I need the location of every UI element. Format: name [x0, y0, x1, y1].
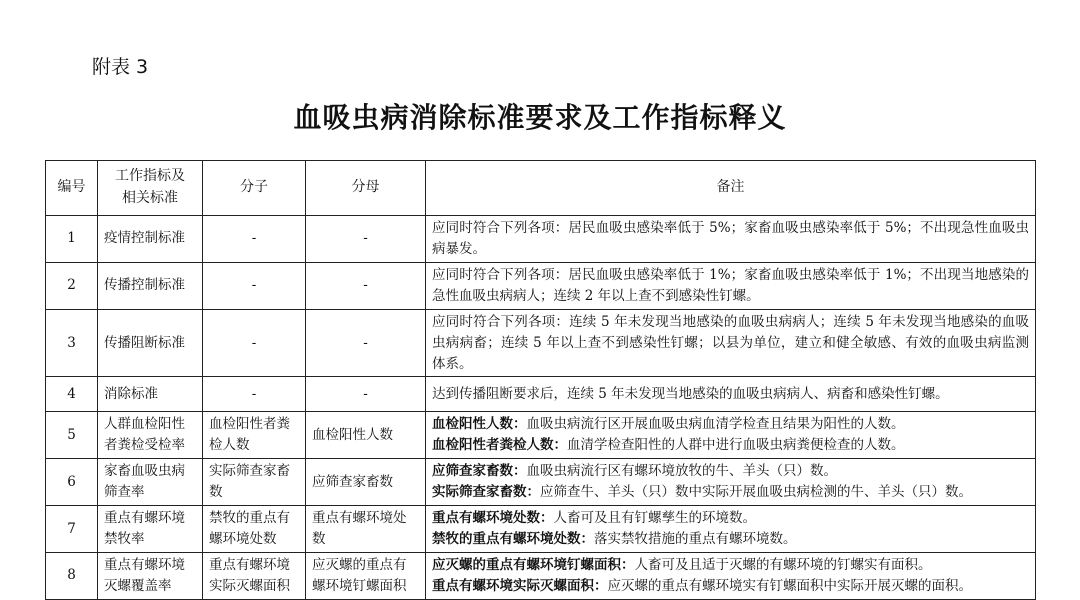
definition-line [432, 414, 1029, 435]
header-denominator: 分母 [306, 161, 426, 216]
row-numerator: 实际筛查家畜数 [203, 459, 306, 506]
header-indicator-line1: 工作指标及 [115, 168, 185, 185]
definition-text: 应灭螺的重点有螺环境实有钉螺面积中实际开展灭螺的面积。 [607, 577, 972, 594]
row-id: 2 [46, 262, 98, 309]
row-note: 应同时符合下列各项：连续 5 年未发现当地感染的血吸虫病病人；连续 5 年未发现当地感染的血吸虫病病畜；连续 5 年以上查不到感染性钉螺；以县为单位，建立和健全敏感、有效的血吸虫病监测体系。 [426, 309, 1036, 377]
header-note: 备注 [426, 161, 1036, 216]
row-id: 7 [46, 506, 98, 553]
definition-term: 应筛查家畜数： [432, 463, 527, 480]
row-indicator: 家畜血吸虫病筛查率 [98, 459, 203, 506]
row-numerator: - [203, 262, 306, 309]
row-note: 达到传播阻断要求后，连续 5 年未发现当地感染的血吸虫病病人、病畜和感染性钉螺。 [426, 377, 1036, 412]
indicator-table [45, 160, 1036, 600]
row-note [426, 552, 1036, 599]
definition-text: 血清学检查阳性的人群中进行血吸虫病粪便检查的人数。 [567, 437, 905, 454]
definition-term: 血检阳性者粪检人数： [432, 437, 567, 454]
definition-term: 禁牧的重点有螺环境处数： [432, 531, 594, 548]
row-denominator: 应灭螺的重点有螺环境钉螺面积 [306, 552, 426, 599]
table-row [46, 506, 1036, 553]
row-indicator: 疫情控制标准 [98, 216, 203, 263]
table-row [46, 377, 1036, 412]
row-numerator: 血检阳性者粪检人数 [203, 412, 306, 459]
row-note [426, 459, 1036, 506]
definition-line [432, 482, 1029, 503]
definition-term: 重点有螺环境实际灭螺面积： [432, 577, 608, 594]
row-indicator: 重点有螺环境灭螺覆盖率 [98, 552, 203, 599]
row-denominator: 应筛查家畜数 [306, 459, 426, 506]
row-indicator: 传播控制标准 [98, 262, 203, 309]
definition-term: 重点有螺环境处数： [432, 510, 554, 527]
definition-line [432, 576, 1029, 597]
appendix-label: 附表 3 [92, 56, 149, 78]
header-indicator [98, 161, 203, 216]
row-id: 8 [46, 552, 98, 599]
row-indicator: 重点有螺环境禁牧率 [98, 506, 203, 553]
row-numerator: - [203, 309, 306, 377]
table-row [46, 552, 1036, 599]
row-id: 5 [46, 412, 98, 459]
definition-line [432, 529, 1029, 550]
table-row [46, 459, 1036, 506]
definition-text: 应筛查牛、羊头（只）数中实际开展血吸虫病检测的牛、羊头（只）数。 [540, 484, 972, 501]
definition-term: 实际筛查家畜数： [432, 484, 540, 501]
row-note: 应同时符合下列各项：居民血吸虫感染率低于 1%；家畜血吸虫感染率低于 1%；不出现当地感染的急性血吸虫病病人；连续 2 年以上查不到感染性钉螺。 [426, 262, 1036, 309]
row-numerator: 禁牧的重点有螺环境处数 [203, 506, 306, 553]
table-row [46, 216, 1036, 263]
row-id: 4 [46, 377, 98, 412]
row-indicator: 人群血检阳性者粪检受检率 [98, 412, 203, 459]
row-numerator: - [203, 377, 306, 412]
row-id: 3 [46, 309, 98, 377]
definition-line [432, 508, 1029, 529]
row-note [426, 412, 1036, 459]
header-numerator: 分子 [203, 161, 306, 216]
table-header-row [46, 161, 1036, 216]
row-denominator: - [306, 262, 426, 309]
header-id: 编号 [46, 161, 98, 216]
row-note [426, 506, 1036, 553]
row-denominator: - [306, 216, 426, 263]
definition-term: 血检阳性人数： [432, 416, 527, 433]
table-row [46, 412, 1036, 459]
row-id: 1 [46, 216, 98, 263]
definition-line [432, 555, 1029, 576]
definition-text: 血吸虫病流行区开展血吸虫病血清学检查且结果为阳性的人数。 [526, 416, 905, 433]
table-row [46, 309, 1036, 377]
table-row [46, 262, 1036, 309]
document-title: 血吸虫病消除标准要求及工作指标释义 [293, 101, 787, 134]
definition-text: 人畜可及且适于灭螺的有螺环境的钉螺实有面积。 [634, 556, 932, 573]
row-numerator: - [203, 216, 306, 263]
row-denominator: 血检阳性人数 [306, 412, 426, 459]
row-denominator: 重点有螺环境处数 [306, 506, 426, 553]
definition-term: 应灭螺的重点有螺环境钉螺面积： [432, 556, 635, 573]
header-indicator-line2: 相关标准 [122, 190, 178, 206]
definition-line [432, 461, 1029, 482]
definition-text: 人畜可及且有钉螺孳生的环境数。 [553, 510, 756, 527]
definition-text: 落实禁牧措施的重点有螺环境数。 [594, 531, 797, 548]
row-note: 应同时符合下列各项：居民血吸虫感染率低于 5%；家畜血吸虫感染率低于 5%；不出现急性血吸虫病暴发。 [426, 216, 1036, 263]
row-numerator: 重点有螺环境实际灭螺面积 [203, 552, 306, 599]
definition-text: 血吸虫病流行区有螺环境放牧的牛、羊头（只）数。 [526, 463, 837, 480]
row-indicator: 消除标准 [98, 377, 203, 412]
row-denominator: - [306, 309, 426, 377]
row-indicator: 传播阻断标准 [98, 309, 203, 377]
row-id: 6 [46, 459, 98, 506]
row-denominator: - [306, 377, 426, 412]
definition-line [432, 435, 1029, 456]
